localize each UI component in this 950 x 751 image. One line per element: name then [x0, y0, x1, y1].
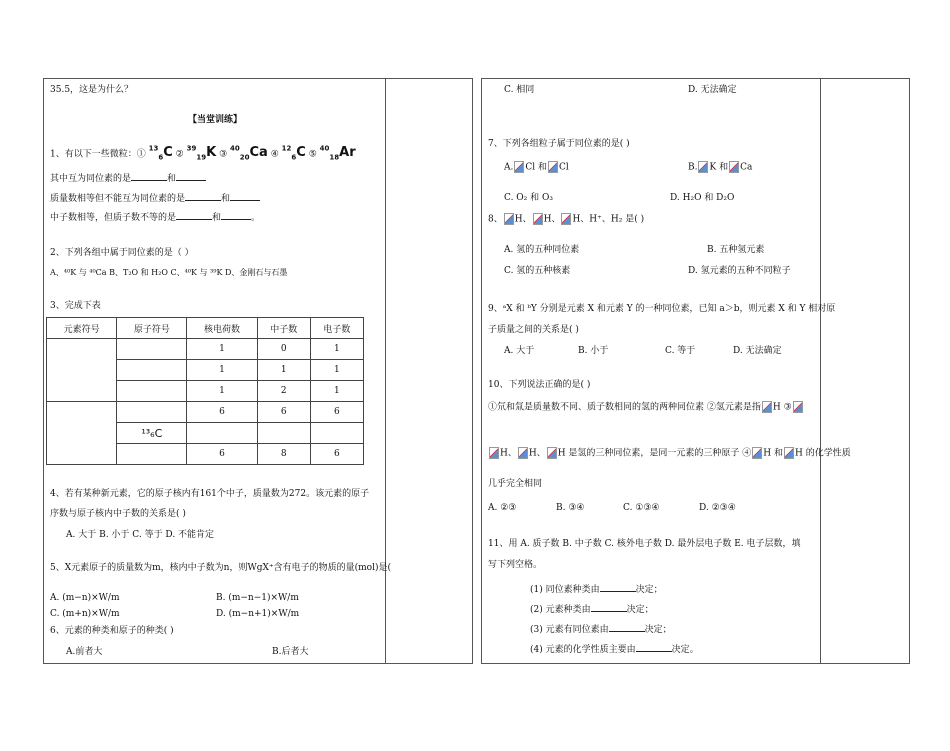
q11-item-3: (3) 元素有同位素由 决定； [530, 622, 672, 636]
table-cell: 8 [257, 444, 310, 465]
nuclide-ar40: $^{40}_{18}$Ar [319, 145, 356, 162]
q35-tail: 35.5，这是为什么？ [50, 85, 134, 95]
nuclide-c12: $^{12}_6$C [281, 145, 306, 162]
q10-line2: H、 H、 H 是氢的三种同位素，是同一元素的三种原子 ④ H 和 H 的化学性质 [488, 447, 851, 460]
isotope-image-icon [514, 161, 524, 173]
table-cell: 1 [310, 339, 363, 360]
q3-table [46, 317, 364, 465]
table-cell[interactable] [310, 423, 363, 444]
q3-stem: 3、完成下表 [50, 301, 101, 311]
table-cell: 1 [310, 381, 363, 402]
q8-option-a: A. 氢的五种同位素 [504, 245, 580, 255]
q2-stem: 2、下列各组中属于同位素的是（ ） [50, 248, 194, 258]
isotope-image-icon [548, 161, 558, 173]
q7-option-c: C. O₂ 和 O₃ [504, 193, 553, 203]
q11-item-4: (4) 元素的化学性质主要由 决定。 [530, 642, 699, 656]
table-cell: 6 [187, 444, 257, 465]
table-cell: 6 [310, 402, 363, 423]
table-cell[interactable] [117, 402, 187, 423]
q8-option-b: B. 五种氢元素 [707, 245, 765, 255]
q7-option-a: A. Cl 和 Cl [504, 162, 569, 173]
q10-line1: ①氘和氚是质量数不同、质子数相同的氢的两种同位素 ②氢元素是指 H ③ [488, 401, 804, 414]
q11-line1: 11、用 A. 质子数 B. 中子数 C. 核外电子数 D. 最外层电子数 E. 电子层数，填 [488, 539, 801, 549]
q7-stem: 7、下列各组粒子属于同位素的是( ) [488, 139, 630, 149]
q4-options: A. 大于 B. 小于 C. 等于 D. 不能肯定 [66, 530, 215, 540]
q9-line2: 子质量之间的关系是( ) [488, 325, 579, 335]
table-cell: 6 [310, 444, 363, 465]
table-cell[interactable] [117, 381, 187, 402]
q5-option-a: A. (m−n)×W/m [50, 593, 120, 603]
q1-line3: 中子数相等，但质子数不等的是 和 。 [50, 210, 260, 224]
table-header-row [47, 318, 364, 339]
q1-line2: 质量数相等但不能互为同位素的是 和 [50, 191, 260, 205]
table-cell: 1 [257, 360, 310, 381]
table-cell: 6 [187, 402, 257, 423]
q1-prefix: 1、有以下一些微粒：① [50, 149, 146, 160]
th-nuclear-charge: 核电荷数 [187, 318, 257, 339]
isotope-image-icon [561, 213, 571, 225]
table-cell: 1 [187, 360, 257, 381]
table-cell: 1 [187, 381, 257, 402]
table-cell[interactable] [187, 423, 257, 444]
table-cell[interactable] [117, 339, 187, 360]
q10-option-a: A. ②③ [488, 503, 517, 513]
isotope-image-icon [489, 447, 499, 459]
right-margin-divider [820, 79, 821, 663]
q1-mark-4: ④ [270, 149, 279, 160]
table-cell: 1 [310, 360, 363, 381]
q4-line1: 4、若有某种新元素，它的原子核内有161个中子，质量数为272。该元素的原子 [50, 489, 370, 499]
isotope-image-icon [547, 447, 557, 459]
isotope-image-icon [729, 161, 739, 173]
q5-option-b: B. (m−n−1)×W/m [216, 593, 299, 603]
q6-option-a: A.前者大 [66, 647, 103, 657]
q7-option-b: B. K 和 Ca [688, 162, 753, 173]
q6-option-b: B.后者大 [272, 647, 309, 657]
table-cell[interactable] [257, 423, 310, 444]
q7-option-d: D. H₂O 和 D₂O [670, 193, 735, 203]
right-panel [481, 78, 910, 664]
th-atom-symbol: 原子符号 [117, 318, 187, 339]
isotope-image-icon [504, 213, 514, 225]
table-cell[interactable] [117, 360, 187, 381]
q1-stem [50, 141, 356, 166]
table-cell[interactable] [117, 444, 187, 465]
th-electrons: 电子数 [310, 318, 363, 339]
q9-line1: 9、ᵃX 和 ᵇY 分别是元素 X 和元素 Y 的一种同位素，已知 a＞b，则元素 X 和 Y 相对原 [488, 304, 836, 314]
q6-stem: 6、元素的种类和原子的种类( ) [50, 626, 174, 636]
isotope-image-icon [793, 401, 803, 413]
nuclide-c13: $^{13}_6$C [148, 145, 173, 162]
table-cell: 6 [257, 402, 310, 423]
q10-option-c: C. ①③④ [623, 503, 660, 513]
isotope-image-icon [518, 447, 528, 459]
q8-stem: 8、 H、 H、 H、H⁺、H₂ 是( ) [488, 214, 645, 225]
isotope-image-icon [784, 447, 794, 459]
q5-option-c: C. (m+n)×W/m [50, 609, 120, 619]
table-row [47, 402, 364, 423]
q5-stem: 5、X元素原子的质量数为m，核内中子数为n，则WgX⁺含有电子的物质的量(mol)是( [50, 563, 391, 573]
left-panel [43, 78, 473, 664]
q5-option-d: D. (m−n+1)×W/m [216, 609, 300, 619]
table-cell: 2 [257, 381, 310, 402]
q4-line2: 序数与原子核内中子数的关系是( ) [50, 509, 186, 519]
q1-line1: 其中互为同位素的是 和 [50, 171, 206, 185]
table-cell[interactable] [47, 402, 117, 465]
table-cell[interactable] [47, 339, 117, 402]
th-element-symbol: 元素符号 [47, 318, 117, 339]
q8-option-c: C. 氢的五种核素 [504, 266, 571, 276]
isotope-image-icon [698, 161, 708, 173]
q9-option-a: A. 大于 [504, 346, 535, 356]
nuclide-k39: $^{39}_{19}$K [186, 145, 217, 162]
q1-mark-3: ③ [219, 149, 228, 160]
q2-options: A、⁴⁰K 与 ⁴⁰Ca B、T₂O 和 H₂O C、⁴⁰K 与 ³⁹K D、金刚石与石墨 [50, 268, 288, 277]
q9-option-d: D. 无法确定 [733, 346, 782, 356]
q8-option-d: D. 氢元素的五种不同粒子 [688, 266, 791, 276]
isotope-image-icon [762, 401, 772, 413]
q11-item-2: (2) 元素种类由 决定； [530, 602, 654, 616]
table-cell: 0 [257, 339, 310, 360]
table-cell: 1 [187, 339, 257, 360]
q11-item-1: (1) 同位素种类由 决定； [530, 582, 663, 596]
q6-option-c: C. 相同 [504, 85, 535, 95]
q11-line2: 写下列空格。 [488, 560, 543, 570]
table-row [47, 339, 364, 360]
isotope-image-icon [752, 447, 762, 459]
nuclide-ca40: $^{40}_{20}$Ca [230, 145, 268, 162]
q9-option-c: C. 等于 [665, 346, 696, 356]
q9-option-b: B. 小于 [578, 346, 609, 356]
q6-option-d: D. 无法确定 [688, 85, 737, 95]
q10-stem: 10、下列说法正确的是( ) [488, 380, 591, 390]
th-neutrons: 中子数 [257, 318, 310, 339]
isotope-image-icon [533, 213, 543, 225]
q1-mark-5: ⑤ [308, 149, 317, 160]
q10-option-b: B. ③④ [556, 503, 585, 513]
q10-line3: 几乎完全相同 [488, 479, 543, 489]
q10-option-d: D. ②③④ [699, 503, 736, 513]
left-margin-divider [385, 79, 386, 663]
table-cell-c13: ¹³₆C [117, 423, 187, 444]
section-title: 【当堂训练】 [188, 115, 243, 125]
q1-mark-2: ② [175, 149, 184, 160]
